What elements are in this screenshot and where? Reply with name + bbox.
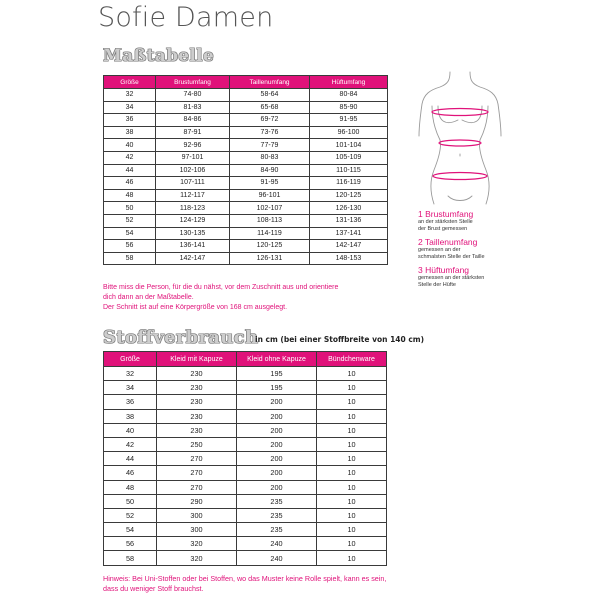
table-cell: 65-68 xyxy=(230,101,310,114)
table-row xyxy=(104,189,388,202)
table-cell: 200 xyxy=(237,480,317,494)
table-cell: 91-95 xyxy=(230,177,310,190)
note-line: Hinweis: Bei Uni-Stoffen oder bei Stoffen, wo das Muster keine Rolle spielt, kann es sein, xyxy=(103,574,387,583)
table-row xyxy=(104,114,388,127)
table-cell: 10 xyxy=(317,523,387,537)
legend-item-hip xyxy=(418,265,528,289)
table-cell: 200 xyxy=(237,466,317,480)
table-row xyxy=(104,177,388,190)
table-cell: 120-125 xyxy=(310,189,388,202)
table-cell: 230 xyxy=(157,409,237,423)
table-cell: 58 xyxy=(104,252,156,265)
table-cell: 91-95 xyxy=(310,114,388,127)
table-row xyxy=(104,89,388,102)
table-row xyxy=(104,494,387,508)
note-line: dass du weniger Stoff brauchst. xyxy=(103,583,204,593)
table-cell: 97-101 xyxy=(156,151,230,164)
table-cell: 46 xyxy=(104,466,157,480)
table-cell: 77-79 xyxy=(230,139,310,152)
measurement-note xyxy=(103,283,403,312)
table-cell: 52 xyxy=(104,214,156,227)
table-cell: 131-136 xyxy=(310,214,388,227)
table-cell: 195 xyxy=(237,367,317,381)
table-cell: 10 xyxy=(317,551,387,565)
column-header: Größe xyxy=(104,352,157,367)
table-cell: 230 xyxy=(157,367,237,381)
table-cell: 230 xyxy=(157,423,237,437)
table-cell: 200 xyxy=(237,409,317,423)
table-cell: 148-153 xyxy=(310,252,388,265)
table-row xyxy=(104,395,387,409)
table-cell: 10 xyxy=(317,409,387,423)
table-cell: 195 xyxy=(237,381,317,395)
table-cell: 48 xyxy=(104,480,157,494)
legend-desc: Stelle der Hüfte xyxy=(418,282,456,288)
table-cell: 116-119 xyxy=(310,177,388,190)
note-line: dich dann an der Maßtabelle. xyxy=(103,293,194,301)
table-cell: 142-147 xyxy=(310,240,388,253)
table-cell: 130-135 xyxy=(156,227,230,240)
table-cell: 52 xyxy=(104,508,157,522)
legend-title: 1 Brustumfang xyxy=(418,209,474,219)
legend-desc: an der stärksten Stelle xyxy=(418,219,473,225)
table-cell: 40 xyxy=(104,139,156,152)
table-row xyxy=(104,227,388,240)
table-cell: 81-83 xyxy=(156,101,230,114)
fabric-section-title: Stoffverbrauch xyxy=(103,327,259,348)
legend-title: 3 Hüftumfang xyxy=(418,265,470,275)
table-cell: 34 xyxy=(104,101,156,114)
table-cell: 32 xyxy=(104,367,157,381)
column-header: Kleid ohne Kapuze xyxy=(237,352,317,367)
table-cell: 36 xyxy=(104,395,157,409)
table-cell: 200 xyxy=(237,452,317,466)
table-cell: 105-109 xyxy=(310,151,388,164)
table-cell: 200 xyxy=(237,423,317,437)
table-cell: 32 xyxy=(104,89,156,102)
table-cell: 36 xyxy=(104,114,156,127)
table-row xyxy=(104,240,388,253)
table-cell: 42 xyxy=(104,151,156,164)
table-cell: 126-130 xyxy=(310,202,388,215)
table-cell: 240 xyxy=(237,537,317,551)
table-cell: 54 xyxy=(104,523,157,537)
column-header: Bündchenware xyxy=(317,352,387,367)
table-cell: 56 xyxy=(104,240,156,253)
table-cell: 44 xyxy=(104,164,156,177)
table-row xyxy=(104,480,387,494)
table-cell: 58 xyxy=(104,551,157,565)
table-cell: 107-111 xyxy=(156,177,230,190)
table-row xyxy=(104,437,387,451)
legend-desc: gemessen an der stärksten xyxy=(418,275,485,281)
table-cell: 69-72 xyxy=(230,114,310,127)
table-cell: 108-113 xyxy=(230,214,310,227)
table-cell: 10 xyxy=(317,452,387,466)
table-cell: 320 xyxy=(157,551,237,565)
legend-item-waist xyxy=(418,237,528,261)
column-header: Größe xyxy=(104,76,156,89)
table-row xyxy=(104,452,387,466)
column-header: Taillenumfang xyxy=(230,76,310,89)
table-row xyxy=(104,214,388,227)
table-cell: 74-80 xyxy=(156,89,230,102)
legend-desc: schmalsten Stelle der Taille xyxy=(418,254,485,260)
table-cell: 10 xyxy=(317,395,387,409)
table-row xyxy=(104,551,387,565)
table-row xyxy=(104,202,388,215)
legend-title: 2 Taillenumfang xyxy=(418,237,478,247)
table-row xyxy=(104,126,388,139)
table-cell: 10 xyxy=(317,508,387,522)
table-cell: 124-129 xyxy=(156,214,230,227)
table-cell: 96-100 xyxy=(310,126,388,139)
table-cell: 10 xyxy=(317,466,387,480)
table-cell: 10 xyxy=(317,437,387,451)
table-cell: 112-117 xyxy=(156,189,230,202)
table-cell: 10 xyxy=(317,367,387,381)
table-header-row xyxy=(104,352,387,367)
table-cell: 200 xyxy=(237,437,317,451)
table-cell: 50 xyxy=(104,494,157,508)
table-cell: 84-90 xyxy=(230,164,310,177)
legend-desc: gemessen an der xyxy=(418,247,461,253)
table-row xyxy=(104,423,387,437)
table-cell: 40 xyxy=(104,423,157,437)
table-cell: 73-76 xyxy=(230,126,310,139)
measurement-section-title: Maßtabelle xyxy=(103,46,215,66)
table-cell: 54 xyxy=(104,227,156,240)
table-cell: 56 xyxy=(104,537,157,551)
table-cell: 235 xyxy=(237,508,317,522)
table-cell: 110-115 xyxy=(310,164,388,177)
table-row xyxy=(104,164,388,177)
table-cell: 80-83 xyxy=(230,151,310,164)
table-cell: 46 xyxy=(104,177,156,190)
table-cell: 101-104 xyxy=(310,139,388,152)
table-cell: 235 xyxy=(237,523,317,537)
note-line: Der Schnitt ist auf eine Körpergröße von 168 cm ausgelegt. xyxy=(103,303,288,311)
fabric-section-subtitle: in cm (bei einer Stoffbreite von 140 cm) xyxy=(255,335,425,344)
table-cell: 230 xyxy=(157,381,237,395)
table-cell: 126-131 xyxy=(230,252,310,265)
table-cell: 270 xyxy=(157,466,237,480)
table-cell: 84-86 xyxy=(156,114,230,127)
table-cell: 137-141 xyxy=(310,227,388,240)
table-cell: 250 xyxy=(157,437,237,451)
measurement-legend xyxy=(418,209,528,293)
table-cell: 34 xyxy=(104,381,157,395)
table-cell: 50 xyxy=(104,202,156,215)
note-line: Bitte miss die Person, für die du nähst, vor dem Zuschnitt aus und orientiere xyxy=(103,284,339,291)
table-header-row xyxy=(104,76,388,89)
table-cell: 300 xyxy=(157,523,237,537)
table-cell: 240 xyxy=(237,551,317,565)
table-cell: 87-91 xyxy=(156,126,230,139)
legend-item-bust xyxy=(418,209,528,233)
table-cell: 270 xyxy=(157,480,237,494)
table-cell: 85-90 xyxy=(310,101,388,114)
table-cell: 102-106 xyxy=(156,164,230,177)
column-header: Brustumfang xyxy=(156,76,230,89)
table-cell: 80-84 xyxy=(310,89,388,102)
table-cell: 96-101 xyxy=(230,189,310,202)
table-row xyxy=(104,523,387,537)
table-cell: 10 xyxy=(317,480,387,494)
table-cell: 42 xyxy=(104,437,157,451)
table-cell: 38 xyxy=(104,126,156,139)
legend-desc: der Brust gemessen xyxy=(418,226,468,232)
table-row xyxy=(104,367,387,381)
table-row xyxy=(104,252,388,265)
column-header: Hüftumfang xyxy=(310,76,388,89)
table-cell: 58-64 xyxy=(230,89,310,102)
table-cell: 142-147 xyxy=(156,252,230,265)
table-cell: 92-96 xyxy=(156,139,230,152)
table-row xyxy=(104,466,387,480)
table-row xyxy=(104,139,388,152)
table-cell: 10 xyxy=(317,381,387,395)
table-cell: 200 xyxy=(237,395,317,409)
table-cell: 136-141 xyxy=(156,240,230,253)
table-row xyxy=(104,101,388,114)
table-cell: 118-123 xyxy=(156,202,230,215)
table-cell: 38 xyxy=(104,409,157,423)
table-row xyxy=(104,381,387,395)
table-cell: 10 xyxy=(317,537,387,551)
page-title: Sofie Damen xyxy=(98,2,274,33)
table-row xyxy=(104,151,388,164)
table-cell: 48 xyxy=(104,189,156,202)
table-cell: 120-125 xyxy=(230,240,310,253)
table-cell: 10 xyxy=(317,494,387,508)
fabric-table xyxy=(103,351,387,566)
table-cell: 300 xyxy=(157,508,237,522)
body-measurement-figure-icon xyxy=(410,70,510,205)
table-cell: 320 xyxy=(157,537,237,551)
table-row xyxy=(104,508,387,522)
table-cell: 270 xyxy=(157,452,237,466)
measurement-table xyxy=(103,75,388,265)
table-row xyxy=(104,409,387,423)
table-cell: 44 xyxy=(104,452,157,466)
fabric-note xyxy=(103,574,403,594)
table-cell: 235 xyxy=(237,494,317,508)
table-row xyxy=(104,537,387,551)
table-cell: 230 xyxy=(157,395,237,409)
table-cell: 114-119 xyxy=(230,227,310,240)
table-cell: 290 xyxy=(157,494,237,508)
table-cell: 102-107 xyxy=(230,202,310,215)
column-header: Kleid mit Kapuze xyxy=(157,352,237,367)
table-cell: 10 xyxy=(317,423,387,437)
